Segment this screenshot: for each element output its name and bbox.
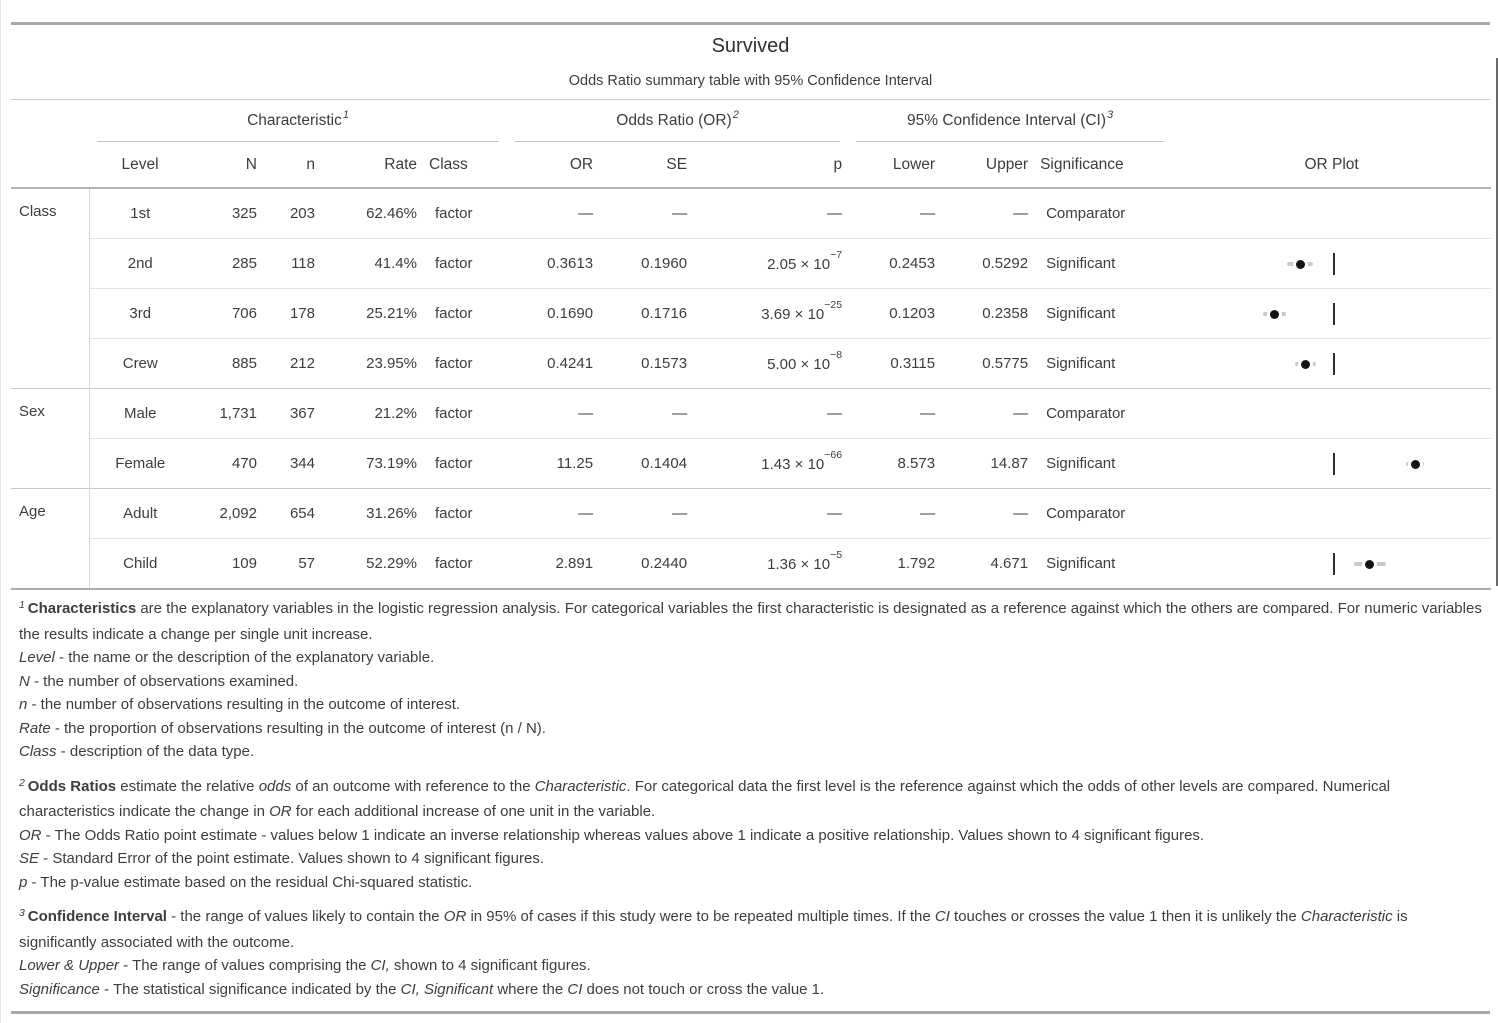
cell-p: — <box>693 389 848 439</box>
footnote-line: $^3$ Confidence Interval - the range of values likely to contain the OR in 95% of cases if this study were to be repeated multiple times. If the CI touches or crosses the value 1 then it is unlikely the Characteristic is significantly associated with the outcome. <box>19 907 1408 951</box>
column-header-or: OR <box>507 142 599 188</box>
cell-upper: — <box>941 489 1034 539</box>
column-header-n: n <box>263 142 321 188</box>
reference-line <box>1333 303 1335 325</box>
cell-lower: 8.573 <box>848 439 941 489</box>
cell-or: 0.1690 <box>507 289 599 339</box>
reference-line <box>1333 553 1335 575</box>
column-header-N: N <box>191 142 263 188</box>
p-exponent: −25 <box>824 299 843 311</box>
or-dot <box>1301 360 1310 369</box>
cell-level: 1st <box>130 205 151 222</box>
cell-upper: — <box>941 389 1034 439</box>
cell-or: — <box>578 205 594 222</box>
cell-N: 2,092 <box>191 489 263 539</box>
cell-p: $1.43 \times 10^{-66}$ <box>693 439 848 489</box>
spanner-corner <box>11 100 89 142</box>
cell-p: $1.36 \times 10^{-5}$ <box>693 539 848 590</box>
or-dot <box>1365 560 1374 569</box>
cell-level: Child <box>89 539 191 590</box>
footnote-line: SE - Standard Error of the point estimate. Values shown to 4 significant figures. <box>19 850 544 867</box>
column-header-p: p <box>693 142 848 188</box>
p-exponent: −7 <box>830 249 843 261</box>
cell-or: 11.25 <box>507 439 599 489</box>
cell-upper: 0.5292 <box>941 239 1034 289</box>
cell-upper: 0.2358 <box>941 289 1034 339</box>
cell-n: 118 <box>263 239 321 289</box>
or-plot <box>1172 390 1491 438</box>
footnote-line: n - the number of observations resulting in the outcome of interest. <box>19 696 461 713</box>
footnote-3 <box>19 905 1482 1001</box>
footnote-line: Class - description of the data type. <box>19 743 255 760</box>
spanner-odds-ratio <box>507 100 848 142</box>
cell-se: 0.1573 <box>599 339 693 389</box>
cell-se: — <box>599 489 693 539</box>
table-subtitle: Odds Ratio summary table with 95% Confidence Interval <box>11 58 1490 100</box>
cell-significance: Comparator <box>1034 389 1172 439</box>
cell-rate: 41.4% <box>321 239 423 289</box>
or-plot <box>1172 440 1491 488</box>
table-row <box>11 489 1491 539</box>
spanner-confidence-interval-label: 95% Confidence Interval (CI) <box>907 111 1107 129</box>
cell-se: — <box>599 389 693 439</box>
or-dot <box>1270 310 1279 319</box>
cell-class: factor <box>423 389 507 439</box>
cell-se: 0.1960 <box>599 239 693 289</box>
cell-n: 212 <box>263 339 321 389</box>
spanner-odds-ratio-label: Odds Ratio (OR) <box>616 111 732 129</box>
cell-or-plot <box>1172 289 1491 339</box>
cell-or: 0.3613 <box>507 239 599 289</box>
cell-rate: 21.2% <box>321 389 423 439</box>
cell-or: — <box>507 489 599 539</box>
cell-lower: — <box>848 389 941 439</box>
or-dot <box>1296 260 1305 269</box>
cell-class: factor <box>423 439 507 489</box>
cell-significance: Comparator <box>1034 489 1172 539</box>
cell-p: $5.00 \times 10^{-8}$ <box>693 339 848 389</box>
cell-significance: Significant <box>1034 539 1172 590</box>
group-label: Age <box>11 489 89 590</box>
cell-n: 178 <box>263 289 321 339</box>
column-header-lower: Lower <box>848 142 941 188</box>
footnote-line: Lower & Upper - The range of values comprising the CI, shown to 4 significant figures. <box>19 957 591 974</box>
cell-lower: 0.3115 <box>848 339 941 389</box>
cell-n: 203 <box>289 205 315 222</box>
footnote-line: N - the number of observations examined. <box>19 672 299 690</box>
cell-level: 2nd <box>89 239 191 289</box>
cell-rate: 73.19% <box>321 439 423 489</box>
odds-ratio-summary-table <box>11 22 1490 590</box>
spanner-characteristic-label: Characteristic <box>247 111 342 129</box>
footnote-line: OR - The Odds Ratio point estimate - values below 1 indicate an inverse relationship whereas values above 1 indicate a positive relationship. Values shown to 4 significant figures. <box>19 826 1205 844</box>
footnote-marker-2: 2 <box>732 108 739 121</box>
cell-n: 367 <box>263 389 321 439</box>
cell-rate: 23.95% <box>321 339 423 389</box>
cell-rate: 25.21% <box>321 289 423 339</box>
cell-lower: 1.792 <box>848 539 941 590</box>
cell-or-plot <box>1172 339 1491 389</box>
cell-significance: Significant <box>1034 239 1172 289</box>
cell-significance: Significant <box>1034 439 1172 489</box>
table-row <box>11 239 1491 289</box>
cell-or-plot <box>1172 439 1491 489</box>
footnote-line: Level - the name or the description of the explanatory variable. <box>19 649 435 666</box>
table-row <box>11 339 1491 389</box>
cell-N: 885 <box>191 339 263 389</box>
cell-class: factor <box>435 205 473 222</box>
summary-table <box>11 100 1491 590</box>
table-title: Survived <box>711 35 790 57</box>
table-row <box>11 389 1491 439</box>
footnote-line: Rate - the proportion of observations resulting in the outcome of interest (n / N). <box>19 719 546 737</box>
footnote-line: $^2$ Odds Ratios estimate the relative odds of an outcome with reference to the Characteristic. For categorical data the first level is the reference against which the odds of other levels are compared. Numerical characteristics indicate the change in OR for each additional increase of one unit in the variable. <box>19 776 1391 820</box>
cell-N: 109 <box>191 539 263 590</box>
cell-se: 0.2440 <box>599 539 693 590</box>
or-plot <box>1172 490 1491 538</box>
footnote-line: $^1$ Characteristics are the explanatory variables in the logistic regression analysis. For categorical variables the first characteristic is designated as a reference against which the others are compared. For numeric variables the results indicate a change per single unit increase. <box>19 599 1482 643</box>
or-plot <box>1172 240 1491 288</box>
cell-upper: 14.87 <box>941 439 1034 489</box>
column-header-upper: Upper <box>941 142 1034 188</box>
reference-line <box>1333 453 1335 475</box>
spanner-row <box>11 100 1491 142</box>
cell-n: 654 <box>263 489 321 539</box>
cell-level: Male <box>89 389 191 439</box>
cell-lower: — <box>848 489 941 539</box>
column-header-rate: Rate <box>321 142 423 188</box>
cell-p: — <box>827 205 843 222</box>
table-row <box>11 439 1491 489</box>
table-row <box>11 188 1491 239</box>
cell-N: 325 <box>231 205 257 222</box>
footnote-marker-1: 1 <box>342 108 349 121</box>
column-header-class: Class <box>423 142 507 188</box>
footnotes <box>11 590 1490 1014</box>
cell-or-plot <box>1172 188 1491 239</box>
p-exponent: −66 <box>824 449 843 461</box>
spanner-confidence-interval <box>848 100 1172 142</box>
cell-N: 470 <box>191 439 263 489</box>
cell-rate: 62.46% <box>366 205 417 222</box>
spanner-characteristic <box>89 100 507 142</box>
cell-N: 706 <box>191 289 263 339</box>
cell-upper: 4.671 <box>941 539 1034 590</box>
cell-class: factor <box>423 489 507 539</box>
group-label: Sex <box>11 389 89 489</box>
cell-p: $2.05 \times 10^{-7}$ <box>693 239 848 289</box>
cell-level: 3rd <box>89 289 191 339</box>
group-label: Class <box>11 188 89 389</box>
cell-upper: 0.5775 <box>941 339 1034 389</box>
cell-n: 57 <box>263 539 321 590</box>
column-header-significance: Significance <box>1034 142 1172 188</box>
cell-class: factor <box>423 539 507 590</box>
column-header-group <box>11 142 89 188</box>
cell-lower: — <box>920 205 936 222</box>
cell-se: 0.1404 <box>599 439 693 489</box>
footnote-2 <box>19 775 1482 895</box>
cell-class: factor <box>423 339 507 389</box>
cell-rate: 52.29% <box>321 539 423 590</box>
column-header-se: SE <box>599 142 693 188</box>
reference-line <box>1333 253 1335 275</box>
p-exponent: −8 <box>830 349 843 361</box>
cell-lower: 0.1203 <box>848 289 941 339</box>
cell-level: Crew <box>89 339 191 389</box>
cell-significance: Significant <box>1034 339 1172 389</box>
reference-line <box>1333 353 1335 375</box>
footnote-line: Significance - The statistical significance indicated by the CI, Significant where the CI does not touch or cross the value 1. <box>19 980 825 998</box>
cell-or: 2.891 <box>507 539 599 590</box>
footnote-line: p - The p-value estimate based on the residual Chi-squared statistic. <box>19 873 473 891</box>
cell-p: — <box>693 489 848 539</box>
column-header-row <box>11 142 1491 188</box>
cell-lower: 0.2453 <box>848 239 941 289</box>
cell-rate: 31.26% <box>321 489 423 539</box>
cell-level: Female <box>89 439 191 489</box>
cell-class: factor <box>423 239 507 289</box>
table-row <box>11 289 1491 339</box>
cell-or-plot <box>1172 539 1491 590</box>
footnote-marker-3: 3 <box>1107 108 1114 121</box>
or-plot <box>1172 190 1491 238</box>
cell-N: 285 <box>191 239 263 289</box>
cell-or: — <box>507 389 599 439</box>
column-header-level: Level <box>89 142 191 188</box>
or-plot <box>1172 290 1491 338</box>
cell-n: 344 <box>263 439 321 489</box>
or-plot <box>1172 540 1491 588</box>
p-exponent: −5 <box>830 549 843 561</box>
spanner-or-plot-empty <box>1172 100 1491 142</box>
or-dot <box>1411 460 1420 469</box>
cell-significance: Significant <box>1034 289 1172 339</box>
cell-upper: — <box>1013 205 1029 222</box>
cell-or-plot <box>1172 389 1491 439</box>
or-plot <box>1172 340 1491 388</box>
cell-p: $3.69 \times 10^{-25}$ <box>693 289 848 339</box>
cell-or: 0.4241 <box>507 339 599 389</box>
cell-class: factor <box>423 289 507 339</box>
cell-se: — <box>672 205 688 222</box>
cell-level: Adult <box>89 489 191 539</box>
footnote-1 <box>19 597 1482 764</box>
cell-or-plot <box>1172 489 1491 539</box>
cell-significance: Comparator <box>1046 205 1126 222</box>
column-header-plot: OR Plot <box>1172 142 1491 188</box>
cell-N: 1,731 <box>191 389 263 439</box>
cell-se: 0.1716 <box>599 289 693 339</box>
table-row <box>11 539 1491 590</box>
cell-or-plot <box>1172 239 1491 289</box>
